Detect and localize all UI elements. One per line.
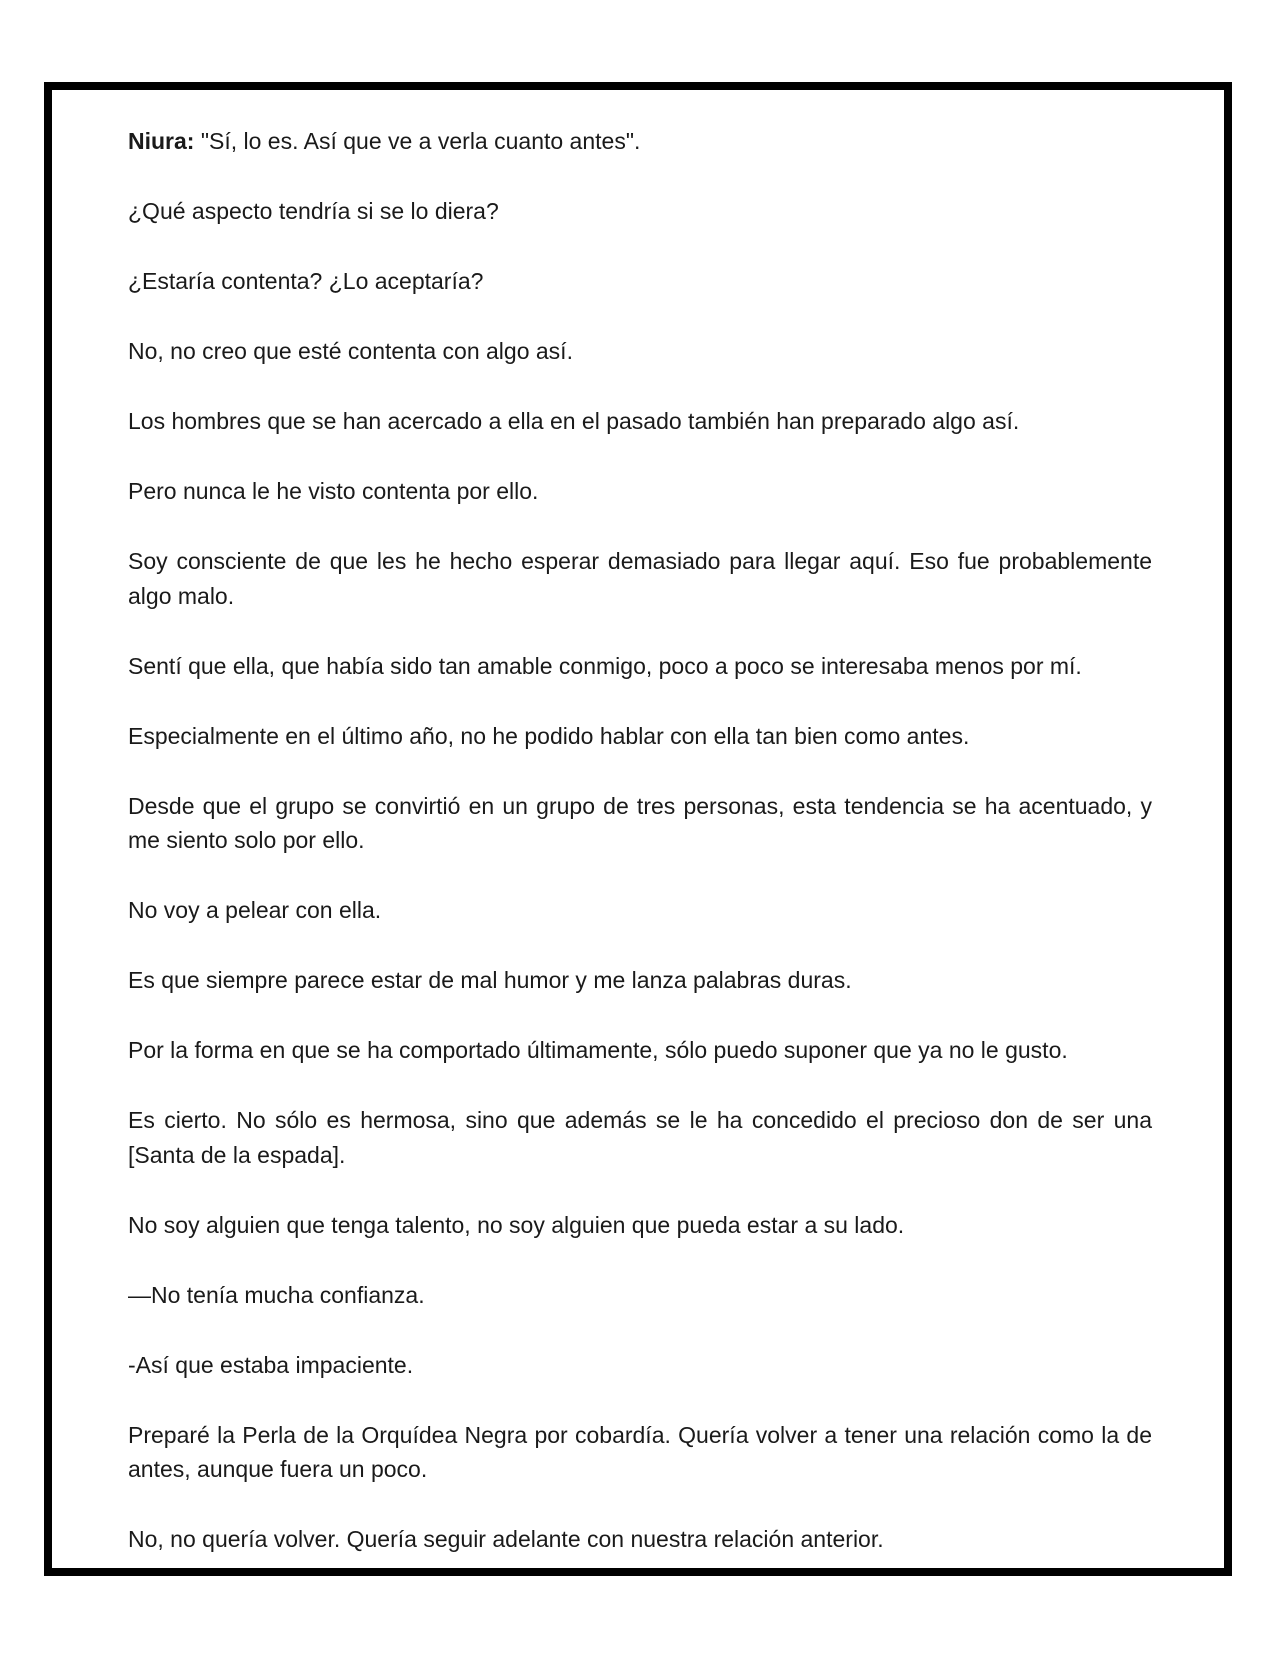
paragraph: ¿Estaría contenta? ¿Lo aceptaría? <box>128 268 484 294</box>
paragraph: Especialmente en el último año, no he podido hablar con ella tan bien como antes. <box>128 722 970 749</box>
document-body <box>128 124 1152 1557</box>
paragraph: Por la forma en que se ha comportado últimamente, sólo puedo suponer que ya no le gusto. <box>128 1037 1068 1063</box>
dialogue-line <box>128 124 1152 159</box>
paragraph: No, no creo que esté contenta con algo así. <box>128 338 573 364</box>
paragraph: Pero nunca le he visto contenta por ello. <box>128 478 539 504</box>
paragraph: Sentí que ella, que había sido tan amable conmigo, poco a poco se interesaba menos por mí. <box>128 652 1082 679</box>
paragraph: Preparé la Perla de la Orquídea Negra por cobardía. Quería volver a tener una relación como la de antes, aunque fuera un poco. <box>128 1421 1152 1482</box>
paragraph: Los hombres que se han acercado a ella en el pasado también han preparado algo así. <box>128 408 1020 434</box>
paragraph: No soy alguien que tenga talento, no soy alguien que pueda estar a su lado. <box>128 1211 905 1238</box>
paragraph: No voy a pelear con ella. <box>128 897 382 923</box>
paragraph: No, no quería volver. Quería seguir adelante con nuestra relación anterior. <box>128 1526 884 1552</box>
dialogue-text: "Sí, lo es. Así que ve a verla cuanto antes". <box>194 128 641 154</box>
paragraph: Es que siempre parece estar de mal humor y me lanza palabras duras. <box>128 967 852 993</box>
speaker-name: Niura: <box>128 128 195 154</box>
paragraph: Es cierto. No sólo es hermosa, sino que además se le ha concedido el precioso don de ser una [Santa de la espada]. <box>128 1107 1152 1168</box>
paragraph: Desde que el grupo se convirtió en un grupo de tres personas, esta tendencia se ha acentuado, y me siento solo por ello. <box>128 792 1152 853</box>
paragraph: ¿Qué aspecto tendría si se lo diera? <box>128 198 499 224</box>
paragraph: Soy consciente de que les he hecho esperar demasiado para llegar aquí. Eso fue probablemente algo malo. <box>128 548 1152 609</box>
paragraph: -Así que estaba impaciente. <box>128 1351 414 1378</box>
paragraph: —No tenía mucha confianza. <box>128 1281 425 1308</box>
